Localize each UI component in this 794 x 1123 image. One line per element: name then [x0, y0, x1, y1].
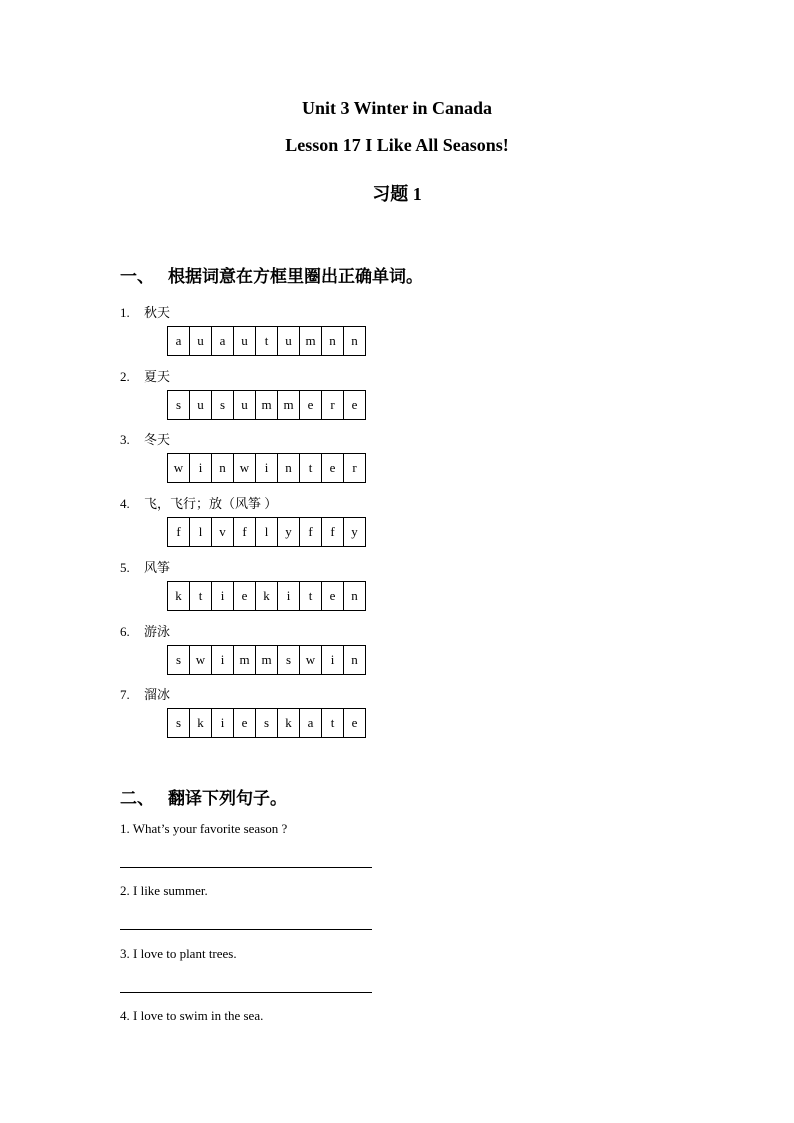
item-meaning: 秋天	[144, 305, 171, 320]
item-number: 2.	[120, 368, 130, 384]
item-3-label	[120, 429, 170, 448]
letter-cell[interactable]: i	[190, 454, 212, 482]
sentence-1: 1. What’s your favorite season ?	[120, 821, 288, 836]
letter-cell[interactable]: e	[234, 582, 256, 610]
section1-heading	[120, 262, 423, 287]
item-meaning: 溜冰	[144, 687, 171, 703]
letter-cell[interactable]: a	[212, 327, 234, 355]
item-number: 7.	[120, 687, 130, 703]
letter-cell[interactable]: k	[278, 709, 300, 737]
letter-cell[interactable]: r	[352, 460, 357, 476]
letter-cell[interactable]: w	[234, 454, 256, 482]
sentence-4: 4. I love to swim in the sea.	[120, 1008, 264, 1023]
letter-grid-7	[167, 708, 366, 738]
answer-line-2[interactable]	[120, 929, 372, 930]
title-exercise: 习题 1	[372, 184, 422, 204]
letter-cell[interactable]: f	[300, 518, 322, 546]
letter-cell[interactable]: f	[168, 518, 190, 546]
section1-text: 根据词意在方框里圈出正确单词。	[168, 267, 423, 286]
item-number: 4.	[120, 496, 130, 512]
item-number: 6.	[120, 623, 130, 639]
letter-grid-1	[167, 326, 366, 356]
item-1-label	[120, 302, 170, 321]
item-meaning: 游泳	[144, 623, 171, 639]
letter-cell[interactable]: s	[256, 709, 278, 737]
letter-cell[interactable]: y	[278, 518, 300, 546]
letter-cell[interactable]: i	[256, 454, 278, 482]
letter-grid-6	[167, 645, 366, 675]
letter-cell[interactable]: s	[168, 709, 190, 737]
sentence-2: 2. I like summer.	[120, 883, 208, 898]
sentence-3: 3. I love to plant trees.	[120, 946, 237, 961]
letter-cell[interactable]: u	[234, 327, 256, 355]
item-7-label	[120, 684, 170, 703]
letter-cell[interactable]: i	[212, 646, 234, 674]
letter-cell[interactable]: t	[300, 454, 322, 482]
item-4-label	[120, 493, 277, 512]
letter-cell[interactable]: k	[168, 582, 190, 610]
letter-cell[interactable]: u	[190, 327, 212, 355]
letter-grid-2	[167, 390, 366, 420]
letter-cell[interactable]: t	[256, 327, 278, 355]
letter-cell[interactable]: e	[234, 709, 256, 737]
letter-cell[interactable]: t	[190, 582, 212, 610]
letter-cell[interactable]: u	[234, 391, 256, 419]
letter-cell[interactable]: e	[322, 582, 344, 610]
letter-cell[interactable]: a	[300, 709, 322, 737]
letter-grid-4	[167, 517, 366, 547]
letter-cell[interactable]: a	[168, 327, 190, 355]
letter-cell[interactable]: y	[351, 524, 358, 540]
section2-text: 翻译下列句子。	[168, 789, 287, 808]
section2-number: 二、	[120, 789, 154, 808]
item-number: 5.	[120, 559, 130, 575]
letter-cell[interactable]: n	[322, 327, 344, 355]
item-5-label	[120, 557, 170, 576]
letter-cell[interactable]: n	[278, 454, 300, 482]
letter-cell[interactable]: s	[278, 646, 300, 674]
letter-cell[interactable]: n	[351, 587, 358, 603]
letter-cell[interactable]: w	[190, 646, 212, 674]
letter-cell[interactable]: n	[351, 333, 358, 348]
letter-cell[interactable]: m	[256, 391, 278, 419]
answer-line-1[interactable]	[120, 867, 372, 868]
item-number: 3.	[120, 432, 130, 448]
section1-number: 一、	[120, 267, 154, 286]
letter-cell[interactable]: l	[190, 518, 212, 546]
item-number: 1.	[120, 305, 130, 320]
letter-cell[interactable]: i	[278, 582, 300, 610]
letter-cell[interactable]: t	[322, 709, 344, 737]
letter-cell[interactable]: v	[212, 518, 234, 546]
item-meaning: 风筝	[144, 559, 171, 575]
letter-cell[interactable]: r	[322, 391, 344, 419]
letter-cell[interactable]: f	[322, 518, 344, 546]
letter-cell[interactable]: n	[351, 651, 358, 667]
letter-cell[interactable]: f	[234, 518, 256, 546]
letter-cell[interactable]: m	[234, 646, 256, 674]
letter-cell[interactable]: e	[322, 454, 344, 482]
section2-heading	[120, 784, 287, 809]
letter-cell[interactable]: i	[212, 709, 234, 737]
item-meaning: 夏天	[144, 368, 171, 384]
letter-cell[interactable]: e	[351, 715, 358, 731]
letter-cell[interactable]: s	[212, 391, 234, 419]
letter-cell[interactable]: u	[278, 327, 300, 355]
letter-cell[interactable]: l	[256, 518, 278, 546]
letter-cell[interactable]: u	[190, 391, 212, 419]
title-unit: Unit 3 Winter in Canada	[301, 98, 493, 118]
letter-cell[interactable]: s	[168, 391, 190, 419]
letter-cell[interactable]: w	[300, 646, 322, 674]
letter-cell[interactable]: m	[300, 327, 322, 355]
item-meaning: 飞，飞行；放（风筝 ）	[144, 496, 278, 512]
letter-cell[interactable]: n	[212, 454, 234, 482]
letter-cell[interactable]: k	[190, 709, 212, 737]
letter-cell[interactable]: m	[256, 646, 278, 674]
letter-cell[interactable]: m	[278, 391, 300, 419]
letter-cell[interactable]: w	[168, 454, 190, 482]
letter-grid-3	[167, 453, 366, 483]
item-6-label	[120, 621, 170, 640]
letter-grid-5	[167, 581, 366, 611]
letter-cell[interactable]: e	[351, 396, 358, 412]
item-meaning: 冬天	[144, 432, 171, 448]
title-lesson: Lesson 17 I Like All Seasons!	[285, 135, 509, 155]
letter-cell[interactable]: i	[212, 582, 234, 610]
letter-cell[interactable]: s	[168, 646, 190, 674]
letter-cell[interactable]: k	[256, 582, 278, 610]
item-2-label	[120, 366, 170, 385]
letter-cell[interactable]: t	[300, 582, 322, 610]
letter-cell[interactable]: e	[300, 391, 322, 419]
letter-cell[interactable]: i	[322, 646, 344, 674]
answer-line-3[interactable]	[120, 992, 372, 993]
